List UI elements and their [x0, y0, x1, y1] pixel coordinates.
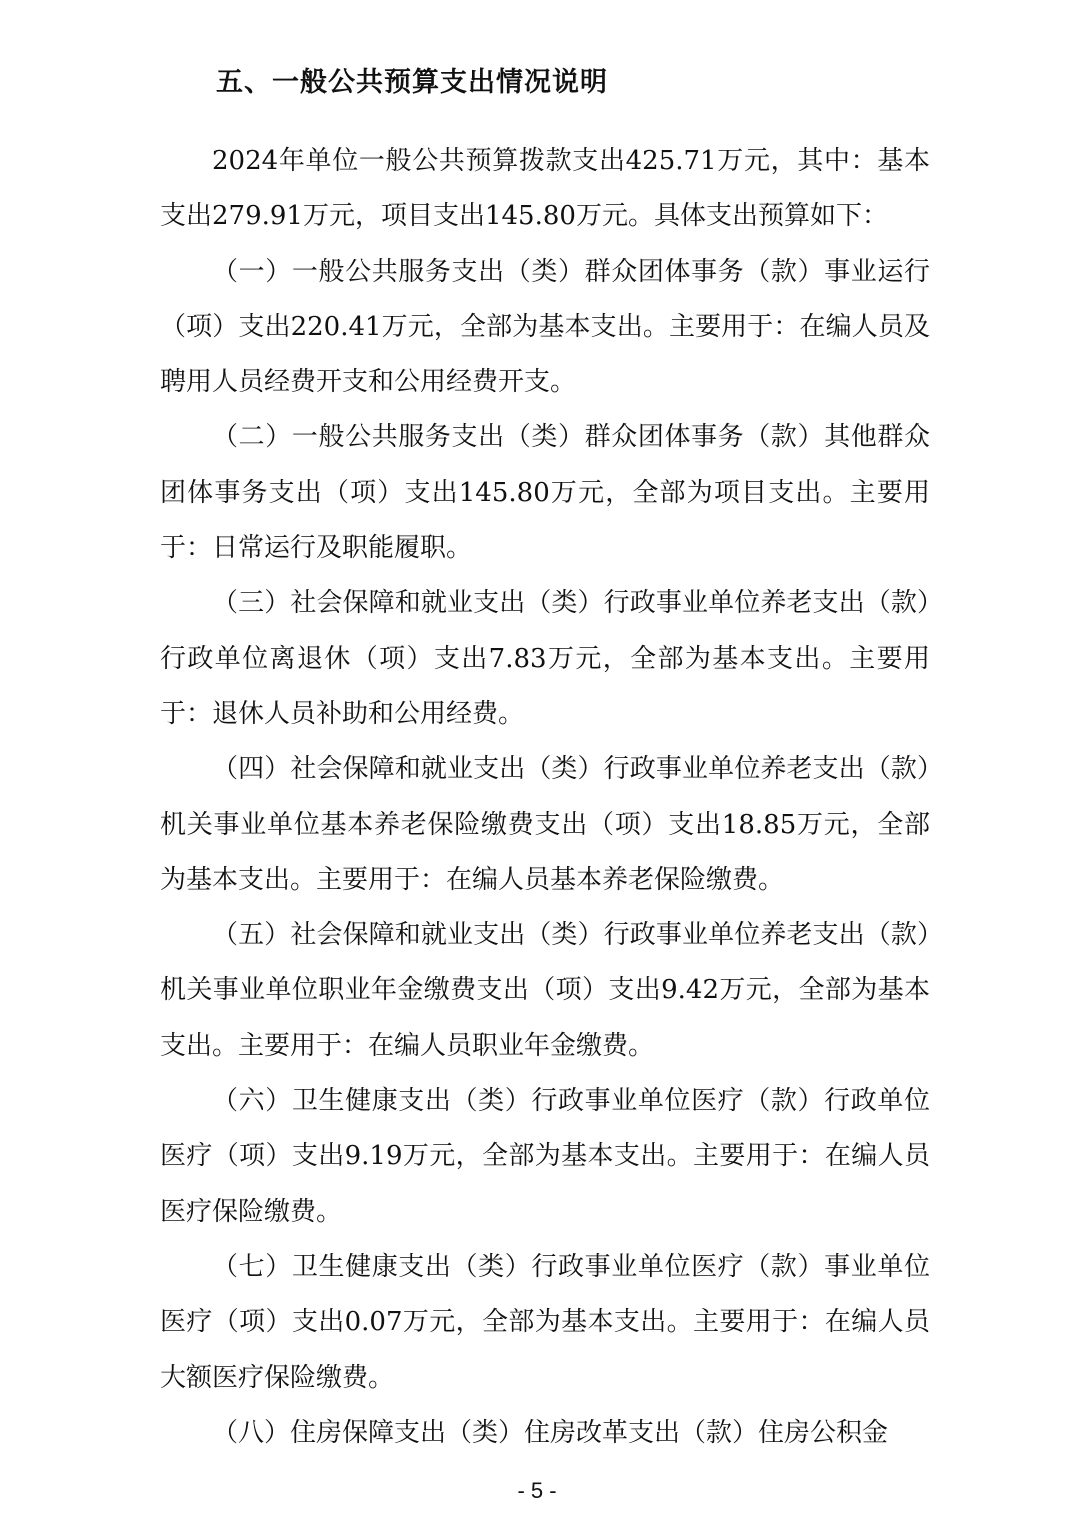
paragraph-item-8: （八）住房保障支出（类）住房改革支出（款）住房公积金 — [212, 1417, 889, 1448]
paragraph-summary: 2024年单位一般公共预算拨款支出425.71万元，其中：基本支出279.91万元，项目支出145.80万元。具体支出预算如下： — [160, 146, 930, 232]
paragraph-item-2: （二）一般公共服务支出（类）群众团体事务（款）其他群众团体事务支出（项）支出145.80万元，全部为项目支出。主要用于：日常运行及职能履职。 — [160, 422, 930, 564]
paragraph-item-1: （一）一般公共服务支出（类）群众团体事务（款）事业运行（项）支出220.41万元，全部为基本支出。主要用于：在编人员及聘用人员经费开支和公用经费开支。 — [160, 256, 930, 398]
paragraph-item-5: （五）社会保障和就业支出（类）行政事业单位养老支出（款）机关事业单位职业年金缴费支出（项）支出9.42万元，全部为基本支出。主要用于：在编人员职业年金缴费。 — [160, 920, 930, 1061]
section-heading: 五、一般公共预算支出情况说明 — [216, 67, 608, 98]
section-body — [160, 134, 930, 1461]
paragraph-item-4: （四）社会保障和就业支出（类）行政事业单位养老支出（款）机关事业单位基本养老保险缴费支出（项）支出18.85万元，全部为基本支出。主要用于：在编人员基本养老保险缴费。 — [160, 754, 930, 895]
page-number: - 5 - — [517, 1478, 557, 1503]
paragraph-item-6: （六）卫生健康支出（类）行政事业单位医疗（款）行政单位医疗（项）支出9.19万元，全部为基本支出。主要用于：在编人员医疗保险缴费。 — [160, 1086, 930, 1227]
paragraph-item-3: （三）社会保障和就业支出（类）行政事业单位养老支出（款）行政单位离退休（项）支出7.83万元，全部为基本支出。主要用于：退休人员补助和公用经费。 — [160, 588, 930, 729]
paragraph-item-7: （七）卫生健康支出（类）行政事业单位医疗（款）事业单位医疗（项）支出0.07万元，全部为基本支出。主要用于：在编人员大额医疗保险缴费。 — [160, 1251, 930, 1393]
